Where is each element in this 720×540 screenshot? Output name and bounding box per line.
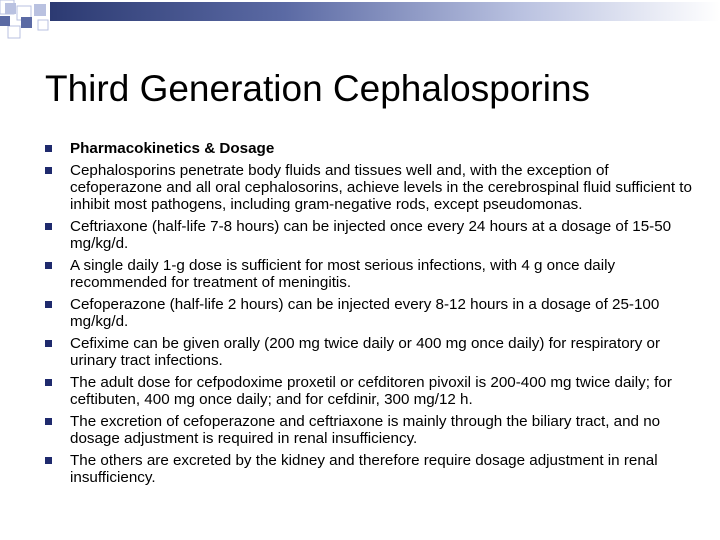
bullet-item — [44, 218, 694, 252]
square-bullet-icon — [45, 262, 52, 269]
bullet-heading: Pharmacokinetics & Dosage — [70, 140, 275, 157]
bullet-text: The adult dose for cefpodoxime proxetil or cefditoren pivoxil is 200-400 mg twice daily; for ceftibuten, 400 mg once daily; and for cefdinir, 300 mg/12 h. — [70, 374, 672, 409]
bullet-list — [44, 140, 694, 491]
decorative-top-band — [50, 2, 720, 21]
bullet-item — [44, 413, 694, 447]
slide-title: Third Generation Cephalosporins — [45, 68, 591, 109]
square-bullet-icon — [45, 340, 52, 347]
bullet-item — [44, 140, 694, 157]
bullet-item — [44, 452, 694, 486]
bullet-text: Ceftriaxone (half-life 7-8 hours) can be injected once every 24 hours at a dosage of 15-50 mg/kg/d. — [70, 218, 672, 253]
square-bullet-icon — [45, 301, 52, 308]
square-bullet-icon — [45, 145, 52, 152]
bullet-item — [44, 296, 694, 330]
bullet-text: Cephalosporins penetrate body fluids and tissues well and, with the exception of cefoperazone and all oral cephalosorins, achieve levels in the cerebrospinal fluid sufficient to inhibit most pathogens, including gram-negative rods, except pseudomonas. — [70, 161, 692, 214]
bullet-text: A single daily 1-g dose is sufficient for most serious infections, with 4 g once daily recommended for treatment of meningitis. — [70, 257, 616, 292]
bullet-text: Cefixime can be given orally (200 mg twice daily or 400 mg once daily) for respiratory or urinary tract infections. — [70, 335, 661, 370]
bullet-item — [44, 162, 694, 214]
square-bullet-icon — [45, 457, 52, 464]
bullet-text: The excretion of cefoperazone and ceftriaxone is mainly through the biliary tract, and no dosage adjustment is required in renal insufficiency. — [70, 413, 661, 448]
square-bullet-icon — [45, 418, 52, 425]
square-bullet-icon — [45, 223, 52, 230]
square-bullet-icon — [45, 379, 52, 386]
bullet-item — [44, 257, 694, 291]
square-bullet-icon — [45, 167, 52, 174]
bullet-item — [44, 374, 694, 408]
bullet-item — [44, 335, 694, 369]
bullet-text: The others are excreted by the kidney and therefore require dosage adjustment in renal insufficiency. — [70, 452, 658, 487]
bullet-text: Cefoperazone (half-life 2 hours) can be injected every 8-12 hours in a dosage of 25-100 mg/kg/d. — [70, 296, 660, 331]
